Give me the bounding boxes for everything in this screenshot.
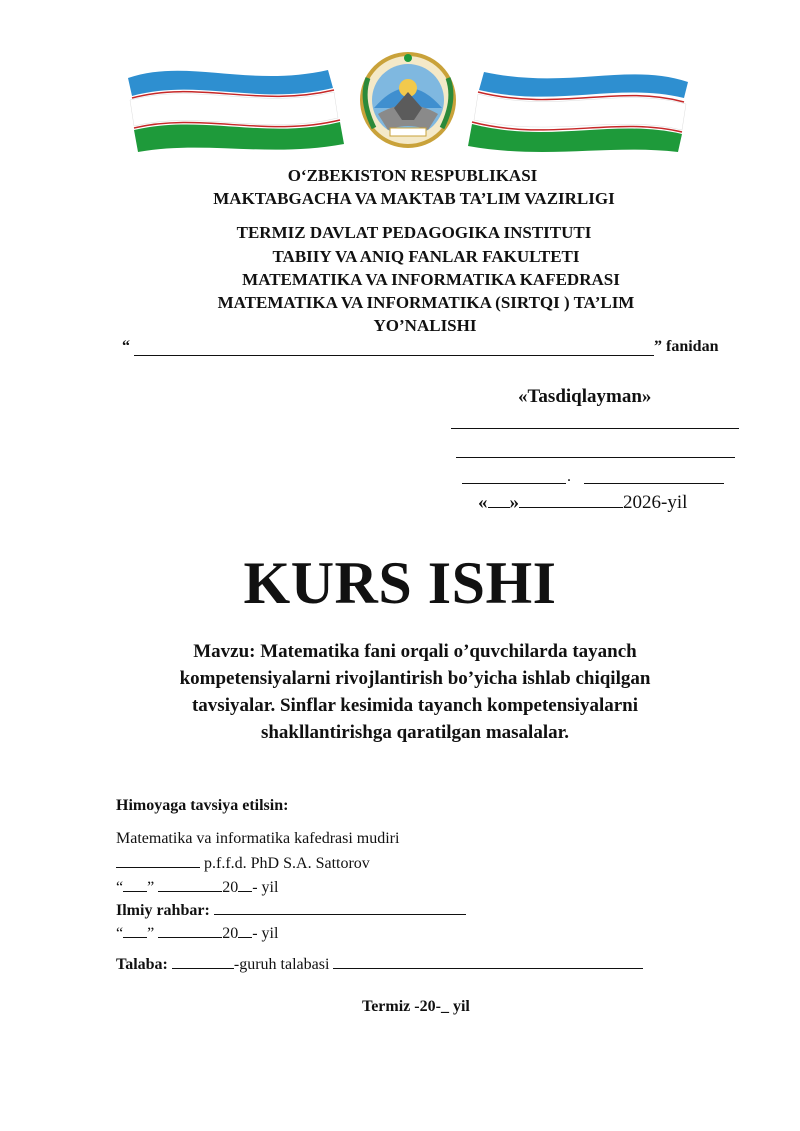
date2-year: 20 xyxy=(222,925,239,942)
topic-text: Mavzu: Matematika fani orqali o’quvchilarda tayanch kompetensiyalarni rivojlantirish bo’yicha ishlab chiqilgan tavsiyalar. Sinflar kesimida tayanch kompetensiyalarni shakllantirishga qaratilgan masalalar. xyxy=(179,641,651,743)
flag-right xyxy=(468,72,688,152)
state-emblem-uzbekistan-icon xyxy=(128,48,688,152)
header-republic: O‘ZBEKISTON RESPUBLIKASI xyxy=(287,166,538,185)
date2-month-blank xyxy=(158,923,222,938)
head-name: p.f.f.d. PhD S.A. Sattorov xyxy=(204,855,370,872)
coat-of-arms xyxy=(362,54,454,146)
approval-month-blank xyxy=(519,493,623,508)
date1-month-blank xyxy=(158,877,222,892)
student-group-text: -guruh talabasi xyxy=(233,956,330,973)
date1-year-blank xyxy=(238,877,252,892)
approval-date xyxy=(478,492,687,514)
date1-open-quote: “ xyxy=(116,879,124,896)
student-group-blank xyxy=(172,954,234,969)
header-faculty: TABIIY VA ANIQ FANLAR FAKULTETI xyxy=(272,247,580,266)
approval-line-2 xyxy=(456,457,735,458)
approval-day-blank xyxy=(488,493,510,508)
document-title: KURS ISHI xyxy=(243,550,557,616)
date2-open-quote: “ xyxy=(116,925,124,942)
date2-suffix: - yil xyxy=(252,925,279,942)
approval-line-1 xyxy=(451,428,739,429)
defense-heading: Himoyaga tavsiya etilsin: xyxy=(116,797,289,814)
date-line-2 xyxy=(116,923,278,944)
approval-line-3b xyxy=(584,483,724,484)
flag-left xyxy=(128,70,344,152)
approval-dot: . xyxy=(567,468,571,485)
header-department: MATEMATIKA VA INFORMATIKA KAFEDRASI xyxy=(242,270,620,289)
subject-blank xyxy=(134,355,654,356)
date-line-1 xyxy=(116,877,278,898)
header-institute: TERMIZ DAVLAT PEDAGOGIKA INSTITUTI xyxy=(236,223,592,242)
date1-day-blank xyxy=(123,877,147,892)
approval-line-3a xyxy=(462,483,566,484)
date2-day-blank xyxy=(123,923,147,938)
approval-label: «Tasdiqlayman» xyxy=(518,386,652,407)
approval-date-mid: » xyxy=(509,492,519,513)
subject-open-quote: “ xyxy=(122,338,130,355)
header-direction-line1: MATEMATIKA VA INFORMATIKA (SIRTQI ) TA’LIM xyxy=(217,293,635,312)
date1-year: 20 xyxy=(222,879,239,896)
date1-close-quote: ” xyxy=(147,879,155,896)
advisor-line xyxy=(116,900,466,921)
header-ministry: MAKTABGACHA VA MAKTAB TA’LIM VAZIRLIGI xyxy=(213,189,615,208)
header-direction-line2: YO’NALISHI xyxy=(373,316,477,335)
student-name-blank xyxy=(333,954,643,969)
head-signature-line xyxy=(116,853,370,874)
advisor-blank xyxy=(214,900,466,915)
subject-suffix: ” fanidan xyxy=(654,338,719,355)
approval-date-open: « xyxy=(478,492,488,513)
approval-year: 2026-yil xyxy=(623,492,688,513)
date1-suffix: - yil xyxy=(252,879,279,896)
subject-line xyxy=(118,338,730,360)
head-of-department: Matematika va informatika kafedrasi mudiri xyxy=(116,830,400,847)
head-signature-blank xyxy=(116,853,200,868)
date2-close-quote: ” xyxy=(147,925,155,942)
footer-city-year: Termiz -20-_ yil xyxy=(362,998,470,1015)
advisor-label: Ilmiy rahbar: xyxy=(116,902,210,919)
student-line xyxy=(116,954,643,975)
student-label: Talaba: xyxy=(116,956,168,973)
date2-year-blank xyxy=(238,923,252,938)
